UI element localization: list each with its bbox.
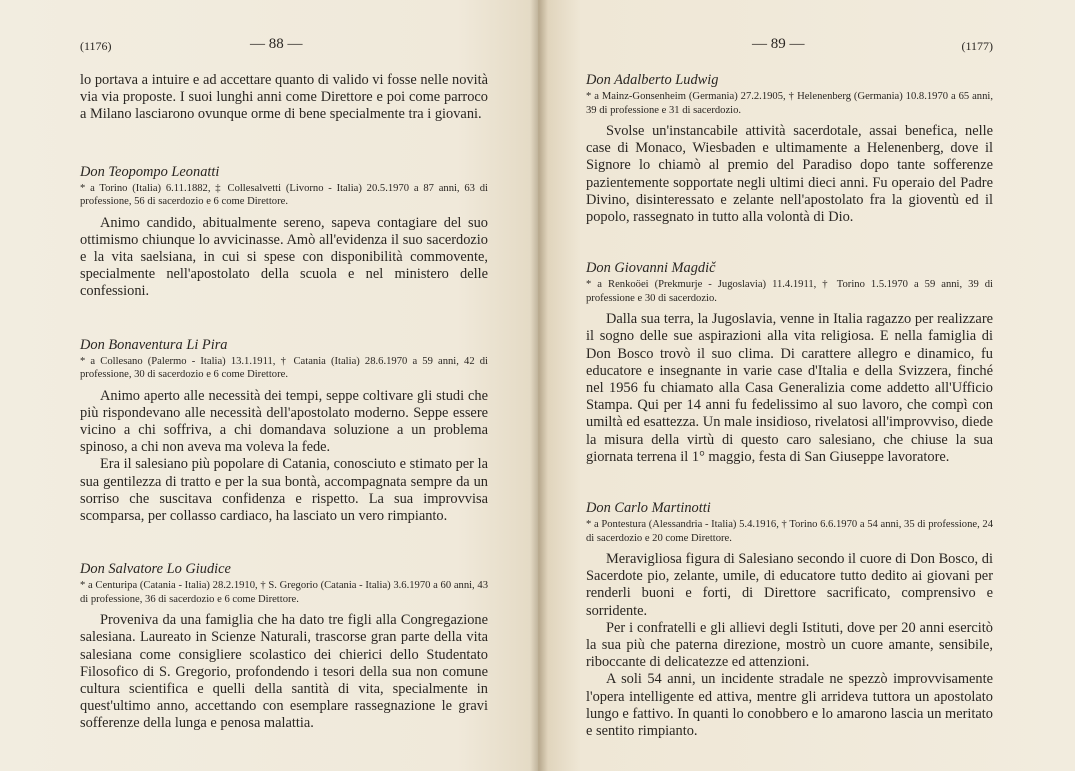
obituary-paragraph: Animo aperto alle necessità dei tempi, seppe coltivare gli studi che più rispondevano alle necessità dell'apostolato moderno. Seppe essere vicino a chi soffriva, a chi domandava soluzione a un problema spinoso, a chi non aveva ma voleva la fede. (80, 387, 488, 456)
obituary-meta: * a Centuripa (Catania - Italia) 28.2.1910, † S. Gregorio (Catania - Italia) 3.6.1970 a 60 anni, 43 di professione, 36 di sacerdozio e 6 come Direttore. (80, 580, 488, 605)
obituary-paragraph: Svolse un'instancabile attività sacerdotale, assai benefica, nelle case di Monaco, Wiesbaden e ultimamente a Helenenberg, dove il Signore lo chiamò al premio del Paradiso dopo tante sofferenze pazientemente sopportate negli ultimi dieci anni. Fu operaio del Padre Divino, disinteressato e zelante nell'apostolato fra la gioventù ed il popolo, rassegnato in tutto alla volontà di Dio. (586, 123, 993, 226)
obituary-paragraph: Meravigliosa figura di Salesiano secondo il cuore di Don Bosco, di Sacerdote pio, zelante, umile, di educatore tutto dedito ai giovani per renderli buoni e forti, di Direttore sacrificato, comprensivo e sorridente. (586, 551, 993, 619)
obituary-entry (80, 561, 488, 732)
obituary-entry (586, 260, 993, 466)
obituary-meta: * a Renkoöei (Prekmurje - Jugoslavia) 11.4.1911, † Torino 1.5.1970 a 59 anni, 39 di professione e 30 di sacerdozio. (586, 279, 993, 304)
obituary-name: Don Bonaventura Li Pira (80, 336, 228, 353)
obituary-name: Don Giovanni Magdič (586, 260, 716, 277)
book-gutter (530, 0, 548, 771)
obituary-meta: * a Pontestura (Alessandria - Italia) 5.4.1916, † Torino 6.6.1970 a 54 anni, 35 di professione, 24 di sacerdozio e 20 come Direttore. (586, 519, 993, 544)
right-page-volume-number: (1177) (961, 39, 993, 53)
intro-paragraph: lo portava a intuire e ad accettare quanto di valido vi fosse nelle novità via via proposte. I suoi lunghi anni come Direttore e poi come parroco a Milano lasciarono ovunque orme di bene specialmente tra i giovani. (80, 72, 488, 123)
obituary-meta: * a Mainz-Gonsenheim (Germania) 27.2.1905, † Helenenberg (Germania) 10.8.1970 a 65 anni, 39 di professione e 31 di sacerdozio. (586, 91, 993, 116)
obituary-name: Don Salvatore Lo Giudice (80, 561, 231, 578)
left-page-number: — 88 — (250, 36, 303, 52)
obituary-paragraph: A soli 54 anni, un incidente stradale ne spezzò improvvisamente l'opera intelligente ed attiva, mentre gli arrideva tuttora un apostolato lungo e fattivo. In quanti lo conobbero e lo amarono lascia un meritato e sentito rimpianto. (586, 671, 993, 740)
obituary-entry (80, 337, 488, 526)
obituary-meta: * a Collesano (Palermo - Italia) 13.1.1911, † Catania (Italia) 28.6.1970 a 59 anni, 42 di professione, 30 di sacerdozio e 6 come Direttore. (80, 355, 488, 381)
left-intro-block (80, 72, 488, 124)
obituary-entry (80, 164, 488, 301)
left-page-volume-number: (1176) (80, 39, 112, 53)
obituary-paragraph: Dalla sua terra, la Jugoslavia, venne in Italia ragazzo per realizzare il sogno delle sue aspirazioni alla vita religiosa. E nella famiglia di Don Bosco trovò il suo clima. Di carattere allegro e dinamico, fu educatore e insegnante in varie case d'Italia e della Svizzera, finché nel 1956 fu chiamato alla Casa Generalizia come addetto all'Ufficio Stampa. Qui per 14 anni fu fedelissimo al suo lavoro, che compì con umiltà ed esattezza. Un male insidioso, rivelatosi all'improvviso, diede la misura della virtù di questo caro salesiano, che chiuse la sua giornata terrena il 1° maggio, festa di San Giuseppe lavoratore. (586, 311, 993, 465)
obituary-entry (586, 500, 993, 740)
right-page-number: — 89 — (752, 36, 805, 52)
right-page-header (586, 36, 993, 58)
obituary-entry (586, 72, 993, 226)
obituary-name: Don Carlo Martinotti (586, 500, 711, 517)
obituary-paragraph: Proveniva da una famiglia che ha dato tre figli alla Congregazione salesiana. Laureato in Scienze Naturali, trascorse gran parte della vita salesiana come consigliere scolastico dei chierici dello Studentato Filosofico di S. Gregorio, profondendo i tesori della sua non comune cultura scientifica e quelli della santità di vita, specialmente in quest'ultimo anno, accettando con esemplare rassegnazione le gravi sofferenze della lunga e penosa malattia. (80, 612, 488, 732)
obituary-paragraph: Animo candido, abitualmente sereno, sapeva contagiare del suo ottimismo chiunque lo avvicinasse. Amò all'evidenza il suo sacerdozio e la vita saelsiana, in cui si spese con disponibilità commovente, specialmente nell'apostolato della scuola e nel ministero delle confessioni. (80, 214, 488, 300)
left-page-header (80, 36, 488, 58)
obituary-paragraph: Era il salesiano più popolare di Catania, conosciuto e stimato per la sua gentilezza di tratto e per la sua bontà, accompagnata sempre da un sorriso che suscitava confidenza e rispetto. La sua improvvisa scomparsa, per collasso cardiaco, ha lasciato un vero rimpianto. (80, 456, 488, 525)
obituary-paragraph: Per i confratelli e gli allievi degli Istituti, dove per 20 anni esercitò la sua più che paterna direzione, mostrò un cuore amante, sensibile, riboccante di delicatezze ed attenzioni. (586, 619, 993, 671)
obituary-meta: * a Torino (Italia) 6.11.1882, ‡ Collesalvetti (Livorno - Italia) 20.5.1970 a 87 anni, 63 di professione, 56 di sacerdozio e 6 come Direttore. (80, 182, 488, 208)
obituary-name: Don Teopompo Leonatti (80, 163, 220, 180)
obituary-name: Don Adalberto Ludwig (586, 72, 719, 88)
right-page (538, 0, 1075, 771)
